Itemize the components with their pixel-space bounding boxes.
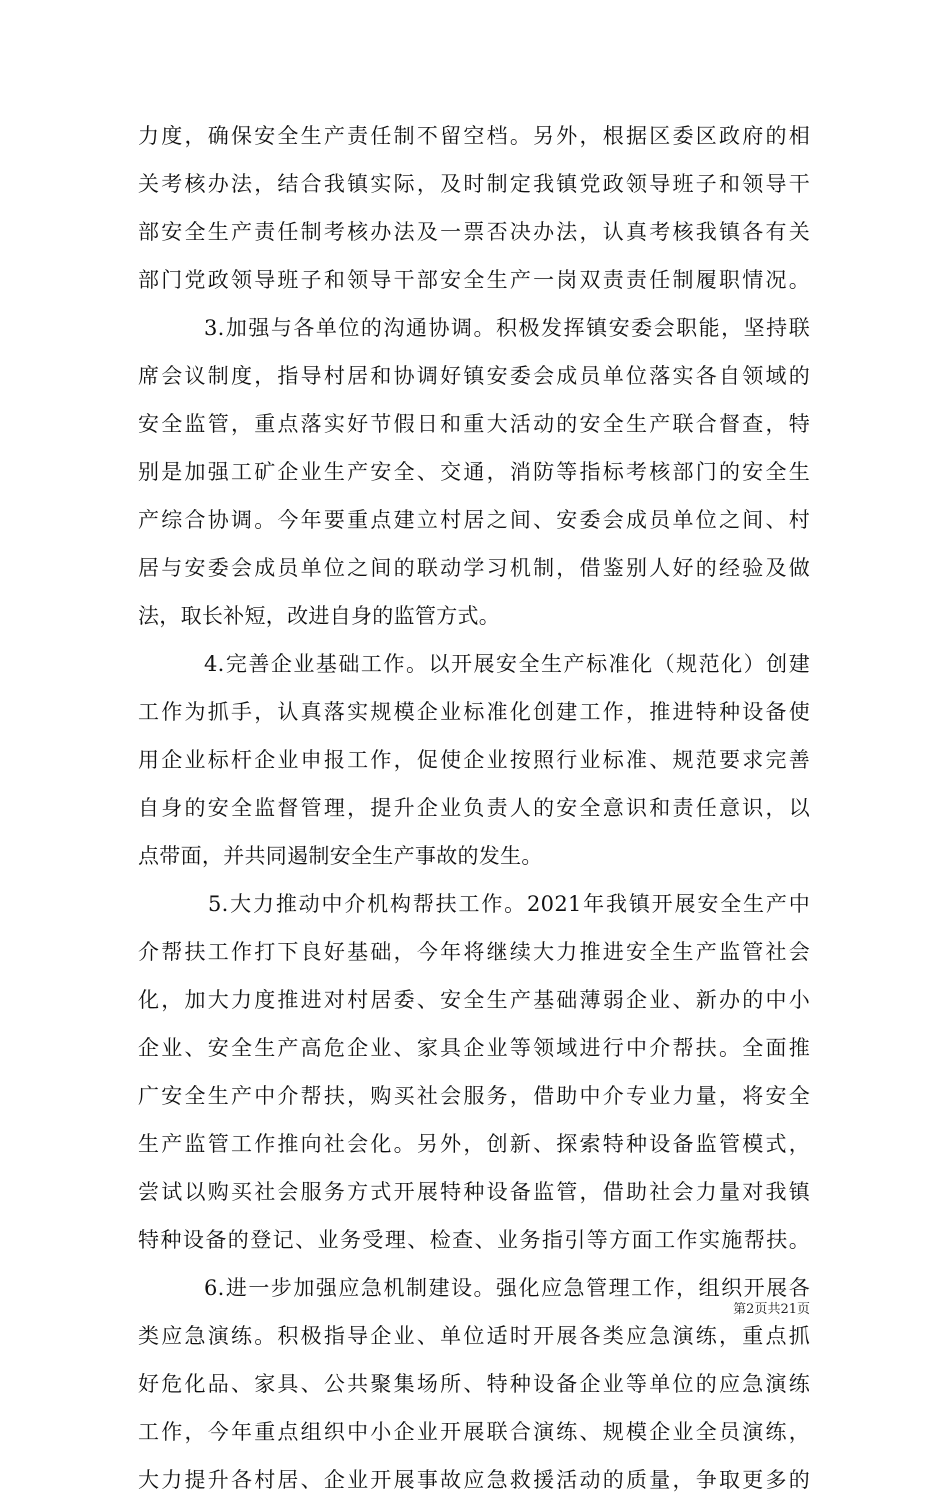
text-line: 用企业标杆企业申报工作，促使企业按照行业标准、规范要求完善 — [138, 748, 810, 772]
text-line: 工作为抓手，认真落实规模企业标准化创建工作，推进特种设备使 — [138, 700, 810, 724]
text-line: 居与安委会成员单位之间的联动学习机制，借鉴别人好的经验及做 — [138, 556, 810, 580]
text-line: 部门党政领导班子和领导干部安全生产一岗双责责任制履职情况。 — [138, 268, 810, 292]
text-line: 类应急演练。积极指导企业、单位适时开展各类应急演练，重点抓 — [138, 1324, 810, 1348]
text-line: 法，取长补短，改进自身的监管方式。 — [138, 604, 501, 628]
text-line: 别是加强工矿企业生产安全、交通，消防等指标考核部门的安全生 — [138, 460, 810, 484]
text-line: 化，加大力度推进对村居委、安全生产基础薄弱企业、新办的中小 — [138, 988, 810, 1012]
text-line: 生产监管工作推向社会化。另外，创新、探索特种设备监管模式， — [138, 1132, 810, 1156]
text-line: 安全监管，重点落实好节假日和重大活动的安全生产联合督查，特 — [138, 412, 810, 436]
paragraph-6-heading-line: 6.进一步加强应急机制建设。强化应急管理工作，组织开展各 — [204, 1276, 810, 1300]
text-line: 自身的安全监督管理，提升企业负责人的安全意识和责任意识，以 — [138, 796, 810, 820]
text-line: 部安全生产责任制考核办法及一票否决办法，认真考核我镇各有关 — [138, 220, 810, 244]
paragraph-3-heading-line: 3.加强与各单位的沟通协调。积极发挥镇安委会职能，坚持联 — [204, 316, 810, 340]
text-line: 产综合协调。今年要重点建立村居之间、安委会成员单位之间、村 — [138, 508, 810, 532]
text-line: 工作，今年重点组织中小企业开展联合演练、规模企业全员演练， — [138, 1420, 810, 1444]
text-line: 介帮扶工作打下良好基础，今年将继续大力推进安全生产监管社会 — [138, 940, 810, 964]
text-line: 点带面，并共同遏制安全生产事故的发生。 — [138, 844, 543, 868]
text-line: 关考核办法，结合我镇实际，及时制定我镇党政领导班子和领导干 — [138, 172, 810, 196]
text-line: 特种设备的登记、业务受理、检查、业务指引等方面工作实施帮扶。 — [138, 1228, 810, 1252]
text-line: 好危化品、家具、公共聚集场所、特种设备企业等单位的应急演练 — [138, 1372, 810, 1396]
document-body — [138, 112, 810, 1504]
paragraph-5-heading-line: 5.大力推动中介机构帮扶工作。2021年我镇开展安全生产中 — [208, 892, 810, 916]
text-line: 企业、安全生产高危企业、家具企业等领域进行中介帮扶。全面推 — [138, 1036, 810, 1060]
text-line: 尝试以购买社会服务方式开展特种设备监管，借助社会力量对我镇 — [138, 1180, 810, 1204]
text-line: 席会议制度，指导村居和协调好镇安委会成员单位落实各自领域的 — [138, 364, 810, 388]
text-line: 力度，确保安全生产责任制不留空档。另外，根据区委区政府的相 — [138, 124, 810, 148]
paragraph-4-heading-line: 4.完善企业基础工作。以开展安全生产标准化（规范化）创建 — [204, 652, 810, 676]
page-number-footer: 第2页共21页 — [733, 1302, 810, 1317]
text-line: 广安全生产中介帮扶，购买社会服务，借助中介专业力量，将安全 — [138, 1084, 810, 1108]
text-line: 大力提升各村居、企业开展事故应急救援活动的质量，争取更多的 — [138, 1468, 810, 1492]
